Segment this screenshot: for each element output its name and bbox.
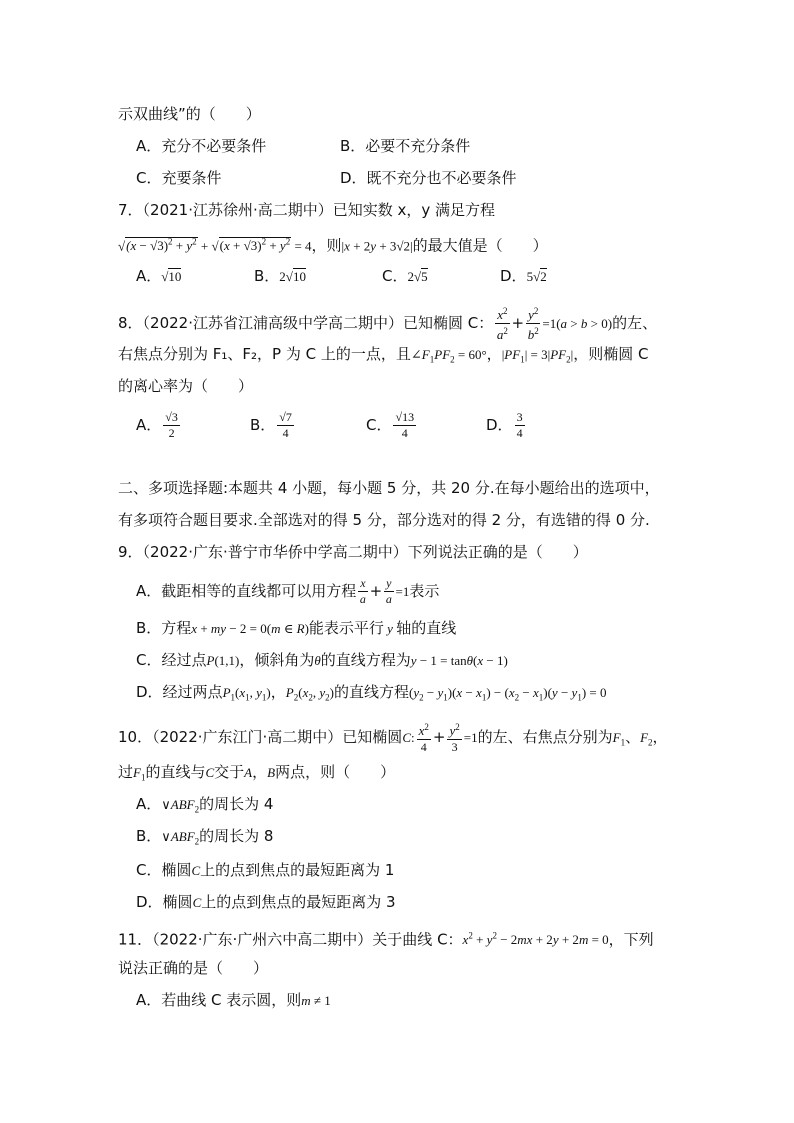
q8-option-c: C． $\frac{√13}{4}$: [366, 410, 415, 440]
q7-stem: 7．（2021·江苏徐州·高二期中）已知实数 x，y 满足方程: [118, 201, 496, 219]
q6-option-c: C．充要条件: [136, 169, 222, 187]
section2-line1: 二、多项选择题:本题共 4 小题，每小题 5 分，共 20 分.在每小题给出的选项中，: [118, 479, 660, 497]
q8-option-b: B． $\frac{√7}{4}$: [250, 410, 292, 440]
q10-option-d: D．椭圆C上的点到焦点的最短距离为 3: [136, 893, 396, 911]
q8-stem: 8．（2022·江苏省江浦高级中学高二期中）已知椭圆 C： $\frac{x^2}{a^2}$ + $\frac{y^2}{b^2}$ =1(a > b > 0)的左、: [118, 306, 658, 342]
q8-line2: 右焦点分别为 F₁、F₂，P 为 C 上的一点，且$\angle F_1PF_2 = 60^\circ$，$|PF_1| = 3|PF_2|$，则椭圆 C: [118, 345, 649, 365]
q7-option-b: B．2√10: [254, 267, 306, 285]
q10-line2: 过$F_1$的直线与C交于A，B两点，则（ ）: [118, 763, 396, 783]
q7-eq-suffix: ，则: [311, 236, 342, 255]
q6-option-d: D．既不充分也不必要条件: [340, 169, 517, 187]
q9-option-b: B．方程x + my − 2 = 0(m ∈ R)能表示平行 y 轴的直线: [136, 619, 457, 637]
q6-option-a: A．充分不必要条件: [136, 137, 267, 155]
q8-line3: 的离心率为（ ）: [118, 377, 254, 395]
q11-option-a: A．若曲线 C 表示圆，则m ≠ 1: [136, 991, 331, 1009]
q11-stem: 11．（2022·广东·广州六中高二期中）关于曲线 C：$x^2 + y^2 - 2mx + 2y + 2m = 0$，下列: [118, 930, 654, 949]
q10-option-b: B．$\vee ABF_2$的周长为 8: [136, 827, 274, 847]
q7-option-a: A．√10: [136, 267, 182, 285]
q9-option-d: D．经过两点$P_1(x_1$, $y_1$)，$P_2(x_2$, $y_2$)的直线方程$(y_2 - y_1)(x - x_1) - (x_2 - x_1)(y - y_1) = 0$: [136, 683, 607, 703]
q10-stem: 10．（2022·广东江门·高二期中）已知椭圆C: $\frac{x^2}{4}$ + $\frac{y^2}{3}$ =1的左、右焦点分别为$F_1$、$F_2$，: [118, 722, 668, 754]
q8-option-a: A． $\frac{√3}{2}$: [136, 410, 178, 440]
q6-option-b: B．必要不充分条件: [340, 137, 471, 155]
q7-option-d: D．5√2: [500, 267, 547, 285]
q6-tail: 示双曲线”的（ ）: [118, 105, 261, 123]
q8-option-d: D． $\frac{3}{4}$: [486, 410, 523, 440]
q10-option-a: A．$\vee ABF_2$的周长为 4: [136, 795, 274, 815]
q7-max-text: 的最大值是（ ）: [412, 236, 548, 255]
q7-abs-expr: |x + 2y + 3√2|: [341, 238, 413, 254]
q7-option-c: C．2√5: [382, 267, 428, 285]
q9-option-a: A．截距相等的直线都可以用方程 $\frac{x}{a}$ + $\frac{y}{a}$ =1表示: [136, 576, 440, 606]
q7-equation-line: [118, 232, 548, 256]
q7-equation: $√(x - √3)^2 + y^2 + √(x + √3)^2 + y^2 = 4$: [118, 237, 312, 254]
q9-stem: 9．（2022·广东·普宁市华侨中学高二期中）下列说法正确的是（ ）: [118, 543, 588, 561]
section2-line2: 有多项符合题目要求.全部选对的得 5 分，部分选对的得 2 分，有选错的得 0 分.: [118, 511, 650, 529]
q11-line2: 说法正确的是（ ）: [118, 959, 269, 977]
q10-option-c: C．椭圆C上的点到焦点的最短距离为 1: [136, 861, 395, 879]
q9-option-c: C．经过点P(1,1)，倾斜角为θ的直线方程为y − 1 = tanθ(x − 1): [136, 651, 508, 669]
